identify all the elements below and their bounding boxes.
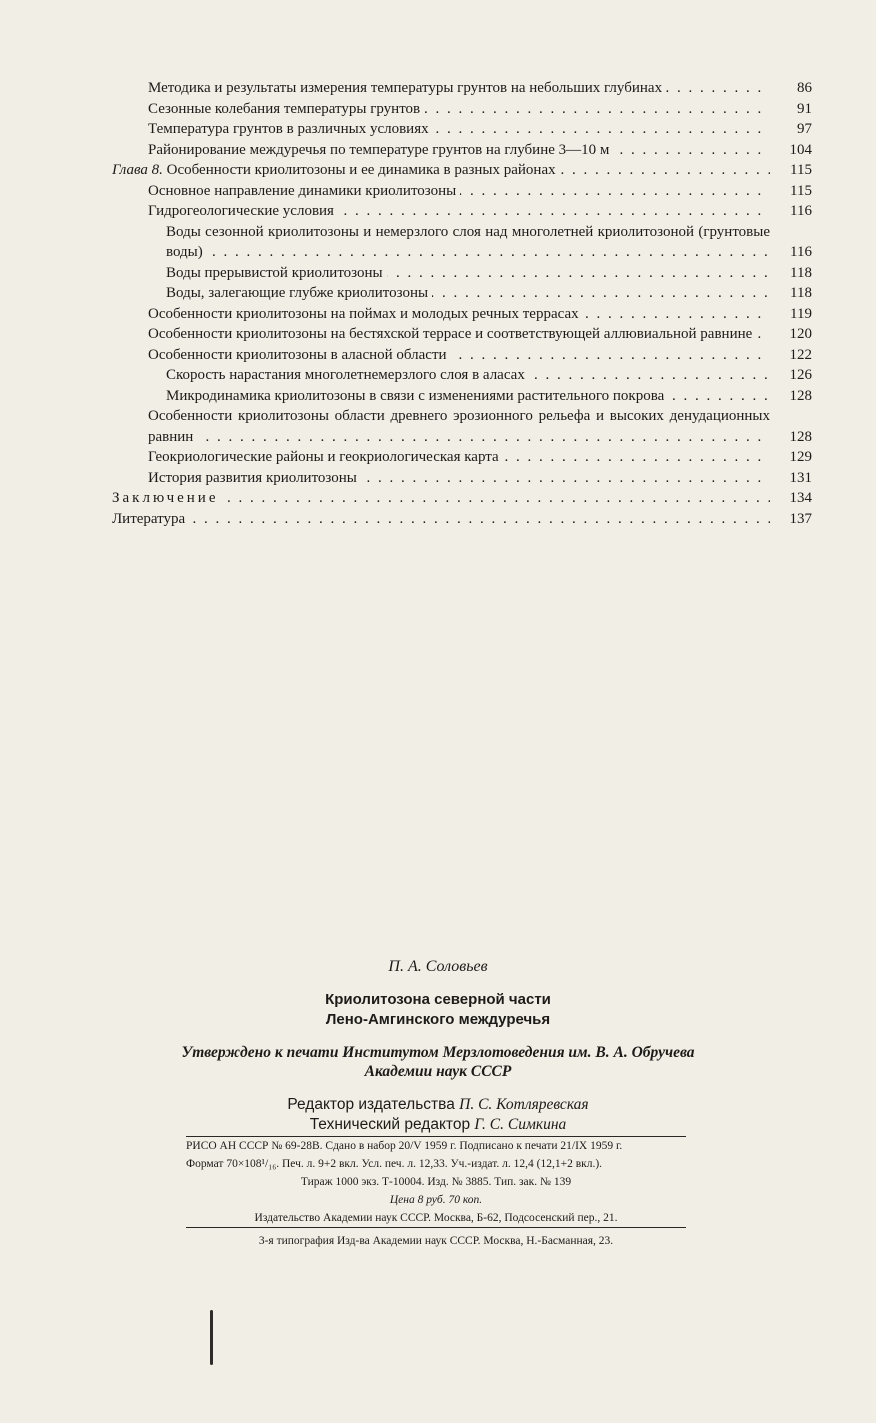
toc-page-number: 122 [789,346,812,363]
toc-entry-title [166,224,770,261]
editor-line [0,1095,876,1115]
toc-page-number: 119 [790,305,812,322]
imprint-line1: РИСО АН СССР № 69-28В. Сдано в набор 20/V 1959 г. Подписано к печати 21/IX 1959 г. [186,1140,623,1152]
toc-entry [112,222,812,263]
book-title-line2: Лено-Амгинского междуречья [325,1011,551,1028]
book-title [0,990,876,1030]
imprint-price: Цена 8 руб. 70 коп. [389,1194,483,1206]
toc-entry-text [148,201,770,222]
toc-entry-label: Особенности криолитозоны на бестяхской террасе и соответствующей аллювиальной равнине [148,326,753,342]
tech-editor-label: Технический редактор [309,1116,471,1133]
toc-page-number: 104 [789,141,812,158]
toc-entry-label: Скорость нарастания многолетнемерзлого слоя в аласах [166,367,525,383]
editor-name: П. С. Котляревская [459,1096,589,1113]
toc-entry-label: Воды сезонной криолитозоны и немерзлого слоя над многолетней криолитозоной (грунтовые воды) [166,223,770,260]
toc-entry-text [166,365,770,386]
toc-entry-title [148,326,756,342]
toc-entry-text [148,406,770,447]
toc-entry-text [166,222,770,263]
imprint-publisher: Издательство Академии наук СССР. Москва, Б-62, Подсосенский пер., 21. [254,1212,618,1224]
approval-note [0,1043,876,1081]
toc-entry [112,365,812,386]
approval-line2: Академии наук СССР [364,1063,512,1080]
toc-entry-label: Геокриологические районы и геокриологическая карта [148,449,499,465]
toc-page-number: 118 [790,285,812,301]
toc-entry-label: Сезонные колебания температуры грунтов [148,100,421,117]
toc-page-number: 128 [789,428,812,445]
toc-page-number: 131 [789,469,812,486]
toc-entry-label: Районирование междуречья по температуре грунтов на глубине 3—10 м [148,141,610,158]
toc-entry-label: Особенности криолитозоны в аласной области [148,346,447,363]
toc-entry-title [148,80,666,96]
imprint-printer: 3-я типография Изд-ва Академии наук СССР. Москва, Н.-Басманная, 23. [258,1235,614,1247]
toc-entry-title [148,142,613,158]
toc-entry [112,509,812,530]
toc-entry [112,447,812,468]
author-name: П. А. Соловьев [388,958,488,975]
toc-entry [112,468,812,489]
toc-entry-label: Воды прерывистой криолитозоны [166,264,383,281]
toc-entry [112,304,812,325]
approval-line1: Утверждено к печати Институтом Мерзлотоведения им. В. А. Обручева [181,1044,695,1061]
imprint-line2: Формат 70×108¹/₁₆. Печ. л. 9+2 вкл. Усл. печ. л. 12,33. Уч.-издат. л. 12,4 (12,1+2 вкл.). [186,1158,603,1170]
toc-entry-title [148,203,338,219]
toc-entry-label: Особенности криолитозоны области древнего эрозионного рельефа и высоких денудационных равнин [148,408,770,445]
toc-entry-label: Температура грунтов в различных условиях [148,121,429,137]
toc-entry [112,488,812,509]
toc-entry-text [166,386,770,407]
toc-entry-text [166,283,770,304]
toc-entry-title [166,388,668,404]
toc-entry-text [148,78,770,99]
tech-editor-line [0,1115,876,1135]
toc-entry-title [112,511,189,527]
toc-entry-title [148,101,424,117]
toc-entry-text [148,119,770,140]
table-of-contents [112,78,812,529]
toc-entry-title [166,285,432,301]
toc-entry-text [148,324,770,345]
toc-page-number: 116 [790,203,812,219]
toc-entry [112,406,812,447]
toc-page-number: 126 [789,367,812,383]
toc-entry-label: История развития криолитозоны [148,469,357,486]
toc-page-number: 118 [790,264,812,281]
toc-entry [112,201,812,222]
toc-entry [112,386,812,407]
toc-page-number: 115 [790,182,812,199]
book-title-line1: Криолитозона северной части [325,991,551,1008]
toc-entry-label: Заключение [112,490,219,506]
toc-entry-label: Воды, залегающие глубже криолитозоны [166,285,429,301]
toc-page-number: 129 [789,449,812,465]
toc-chapter-prefix: Глава 8. [112,162,163,178]
toc-page-number: 115 [790,162,812,178]
toc-page-number: 134 [789,490,812,506]
toc-entry [112,324,812,345]
toc-entry-text [148,345,770,366]
toc-entry-title [148,408,770,445]
toc-page-number: 137 [789,510,812,527]
toc-entry-title [148,183,460,199]
ink-mark [210,1310,213,1365]
toc-entry-title [112,162,560,178]
toc-entry-text [148,99,770,120]
toc-entry-label: Методика и результаты измерения температуры грунтов на небольших глубинах [148,80,663,96]
toc-entry-title [112,490,223,506]
toc-entry-text [148,468,770,489]
editor-label: Редактор издательства [287,1096,455,1113]
toc-entry-label: Особенности криолитозоны и ее динамика в разных районах [166,162,556,178]
toc-page-number: 120 [789,326,812,342]
toc-entry-text [112,160,770,181]
toc-entry [112,119,812,140]
toc-entry-title [148,470,361,486]
toc-entry-title [148,347,451,363]
imprint-line3: Тираж 1000 экз. Т-10004. Изд. № 3885. Тип. зак. № 139 [300,1176,572,1188]
toc-entry-label: Литература [112,510,186,527]
toc-entry-label: Основное направление динамики криолитозоны [148,182,457,199]
toc-entry-text [112,509,770,530]
toc-page-number: 91 [797,100,812,117]
toc-page-number: 128 [789,387,812,404]
editors-block [0,1095,876,1135]
toc-entry-title [148,306,583,322]
toc-entry [112,283,812,304]
toc-page-number: 86 [797,80,812,96]
toc-entry [112,263,812,284]
toc-entry [112,345,812,366]
toc-page-number: 116 [790,244,812,260]
toc-entry-title [166,367,529,383]
toc-entry-title [166,265,387,281]
imprint-block [186,1136,686,1250]
toc-entry [112,140,812,161]
toc-entry [112,99,812,120]
toc-entry-label: Гидрогеологические условия [148,203,334,219]
toc-page-number: 97 [797,121,812,137]
toc-entry-text [166,263,770,284]
toc-entry-text [148,181,770,202]
toc-entry-title [148,121,433,137]
toc-entry [112,160,812,181]
tech-editor-name: Г. С. Симкина [474,1116,567,1133]
toc-entry [112,78,812,99]
toc-entry-label: Микродинамика криолитозоны в связи с изменениями растительного покрова [166,387,665,404]
imprint-bottom-rule [186,1227,686,1228]
toc-entry-label: Особенности криолитозоны на поймах и молодых речных террасах [148,305,579,322]
toc-entry-text [148,304,770,325]
toc-entry-text [148,447,770,468]
toc-entry [112,181,812,202]
toc-entry-text [148,140,770,161]
toc-entry-title [148,449,503,465]
toc-entry-text [112,488,770,509]
